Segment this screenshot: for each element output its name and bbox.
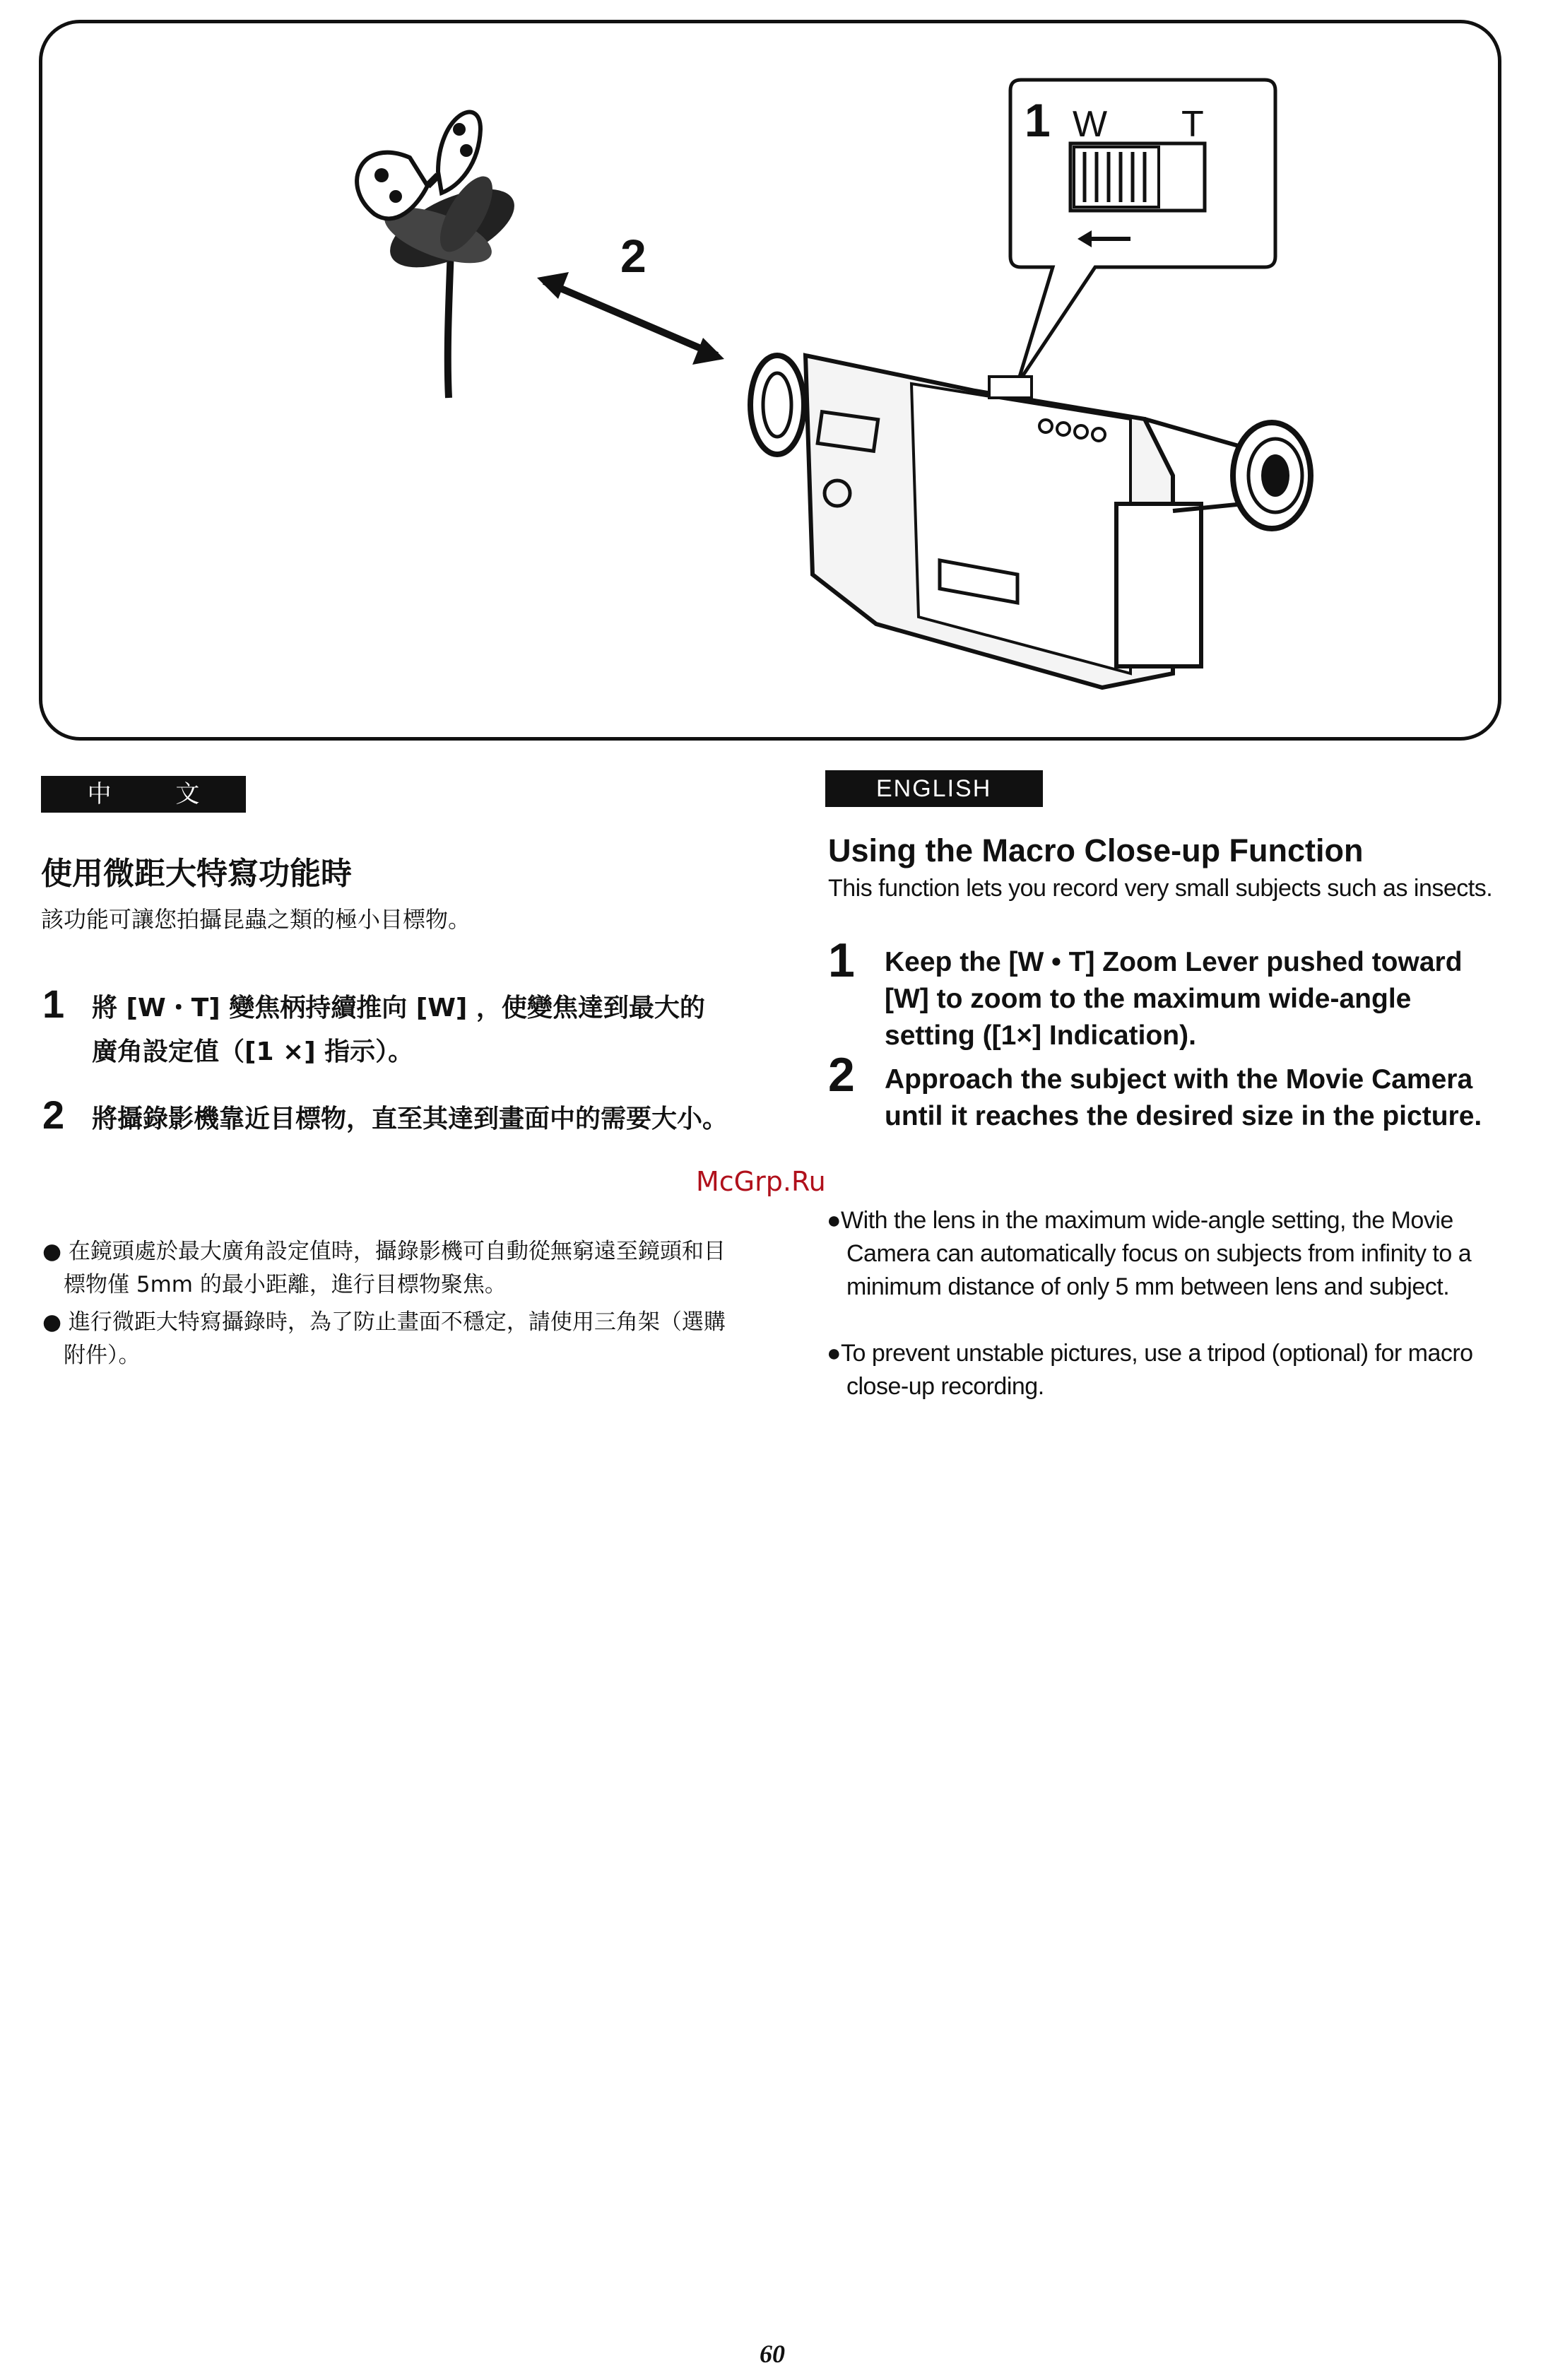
chinese-step-2-text: 將攝錄影機靠近目標物，直至其達到畫面中的需要大小。 [92, 1104, 728, 1133]
chinese-title: 使用微距大特寫功能時 [41, 856, 352, 892]
english-step-2-number: 2 [828, 1048, 855, 1102]
distance-arrow-icon [537, 272, 724, 365]
page-number: 60 [760, 2340, 785, 2368]
english-note-2: ●To prevent unstable pictures, use a tripod (optional) for macro close-up recording. [827, 1340, 1473, 1400]
zoom-lever-grip-icon [1074, 147, 1159, 207]
macro-illustration [39, 20, 1501, 741]
chinese-note-2: ● 進行微距大特寫攝錄時，為了防止畫面不穩定，請使用三角架（選購附件）。 [42, 1309, 726, 1368]
english-step-2-text: Approach the subject with the Movie Camera until it reaches the desired size in the picture. [885, 1064, 1482, 1131]
lever-tele-label: T [1181, 104, 1204, 145]
english-title: Using the Macro Close-up Function [828, 832, 1364, 868]
lever-wide-label: W [1073, 104, 1108, 145]
camcorder-icon [750, 355, 1311, 688]
chinese-note-2-text: 進行微距大特寫攝錄時，為了防止畫面不穩定，請使用三角架（選購附件）。 [64, 1309, 726, 1368]
english-note-1-text: With the lens in the maximum wide-angle setting, the Movie Camera can automatically focus on subjects from infinity to a minimum distance of only 5 mm between lens and subject. [841, 1207, 1472, 1300]
chinese-intro: 該功能可讓您拍攝昆蟲之類的極小目標物。 [41, 906, 471, 933]
chinese-step-1-text: 將 [W・T] 變焦柄持續推向 [W] ，使變焦達到最大的廣角設定值（[1 ×] 指示）。 [92, 994, 705, 1066]
english-note-2-text: To prevent unstable pictures, use a tripod (optional) for macro close-up recording. [841, 1340, 1473, 1400]
english-step-1-number: 1 [828, 933, 855, 987]
section-tag-chinese: 中 文 [41, 776, 246, 813]
english-step-1-text: Keep the [W • T] Zoom Lever pushed toward [W] to zoom to the maximum wide-angle setting ([1×] Indication). [885, 947, 1463, 1051]
watermark-link[interactable]: McGrp.Ru [696, 1166, 826, 1197]
chinese-step-1-number: 1 [42, 982, 65, 1026]
illustration-drawing [42, 23, 1505, 744]
chinese-step-2-number: 2 [42, 1092, 65, 1137]
chinese-note-1-text: 在鏡頭處於最大廣角設定值時，攝錄影機可自動從無窮遠至鏡頭和目標物僅 5mm 的最小距離，進行目標物聚焦。 [64, 1239, 726, 1297]
callout-number: 1 [1025, 94, 1051, 146]
english-note-1: ●With the lens in the maximum wide-angle setting, the Movie Camera can automatically focus on subjects from infinity to a minimum distance of only 5 mm between lens and subject. [827, 1207, 1472, 1300]
chinese-note-1: ● 在鏡頭處於最大廣角設定值時，攝錄影機可自動從無窮遠至鏡頭和目標物僅 5mm 的最小距離，進行目標物聚焦。 [42, 1239, 726, 1297]
section-tag-english: ENGLISH [825, 770, 1043, 807]
flower-stem [448, 249, 451, 398]
english-intro: This function lets you record very small subjects such as insects. [828, 875, 1493, 902]
distance-number: 2 [620, 230, 646, 282]
